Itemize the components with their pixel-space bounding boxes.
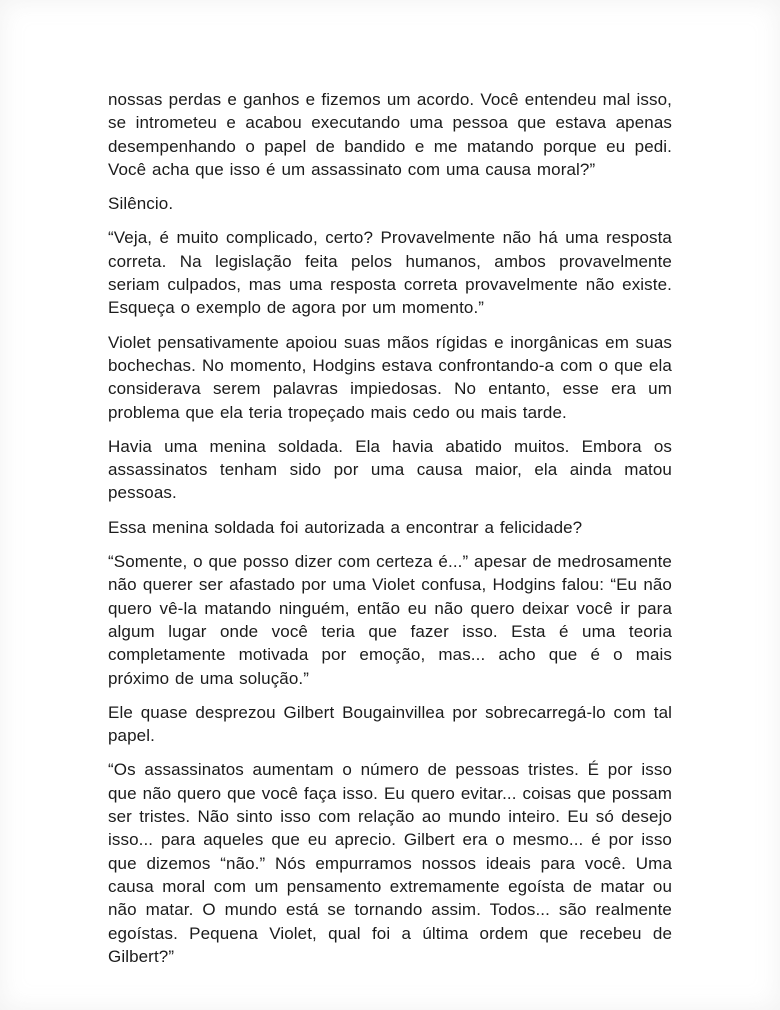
paragraph: Violet pensativamente apoiou suas mãos rígidas e inorgânicas em suas bochechas. No momento, Hodgins estava confrontando-a com o que ela considerava serem palavras impiedosas. No entanto, esse era um problema que ela teria tropeçado mais cedo ou mais tarde.	[108, 332, 672, 422]
paragraph: nossas perdas e ganhos e fizemos um acordo. Você entendeu mal isso, se intrometeu e acabou executando uma pessoa que estava apenas desempenhando o papel de bandido e me matando porque eu pedi. Você acha que isso é um assassinato com uma causa moral?”	[108, 90, 672, 179]
paragraph: “Os assassinatos aumentam o número de pessoas tristes. É por isso que não quero que você faça isso. Eu quero evitar... coisas que possam ser tristes. Não sinto isso com relação ao mundo inteiro. Eu só desejo isso... para aqueles que eu aprecio. Gilbert era o mesmo... é por isso que dizemos “não.” Nós empurramos nossos ideais para você. Uma causa moral com um pensamento extremamente egoísta de matar ou não matar. O mundo está se tornando assim. Todos... são realmente egoístas. Pequena Violet, qual foi a última ordem que recebeu de Gilbert?”	[108, 760, 672, 966]
paragraph: “Somente, o que posso dizer com certeza é...” apesar de medrosamente não querer ser afastado por uma Violet confusa, Hodgins falou: “Eu não quero vê-la matando ninguém, então eu não quero deixar você ir para algum lugar onde você teria que fazer isso. Esta é uma teoria completamente motivada por emoção, mas... acho que é o mais próximo de uma solução.”	[108, 552, 672, 688]
paragraph: Essa menina soldada foi autorizada a encontrar a felicidade?	[108, 517, 583, 537]
paragraph: “Veja, é muito complicado, certo? Provavelmente não há uma resposta correta. Na legislação feita pelos humanos, ambos provavelmente seriam culpados, mas uma resposta correta provavelmente não existe. Esqueça o exemplo de agora por um momento.”	[108, 228, 672, 318]
paragraph: Havia uma menina soldada. Ela havia abatido muitos. Embora os assassinatos tenham sido por uma causa maior, ela ainda matou pessoas.	[108, 436, 672, 503]
paragraph: Ele quase desprezou Gilbert Bougainvillea por sobrecarregá-lo com tal papel.	[108, 702, 672, 746]
paragraph: Silêncio.	[108, 194, 174, 214]
